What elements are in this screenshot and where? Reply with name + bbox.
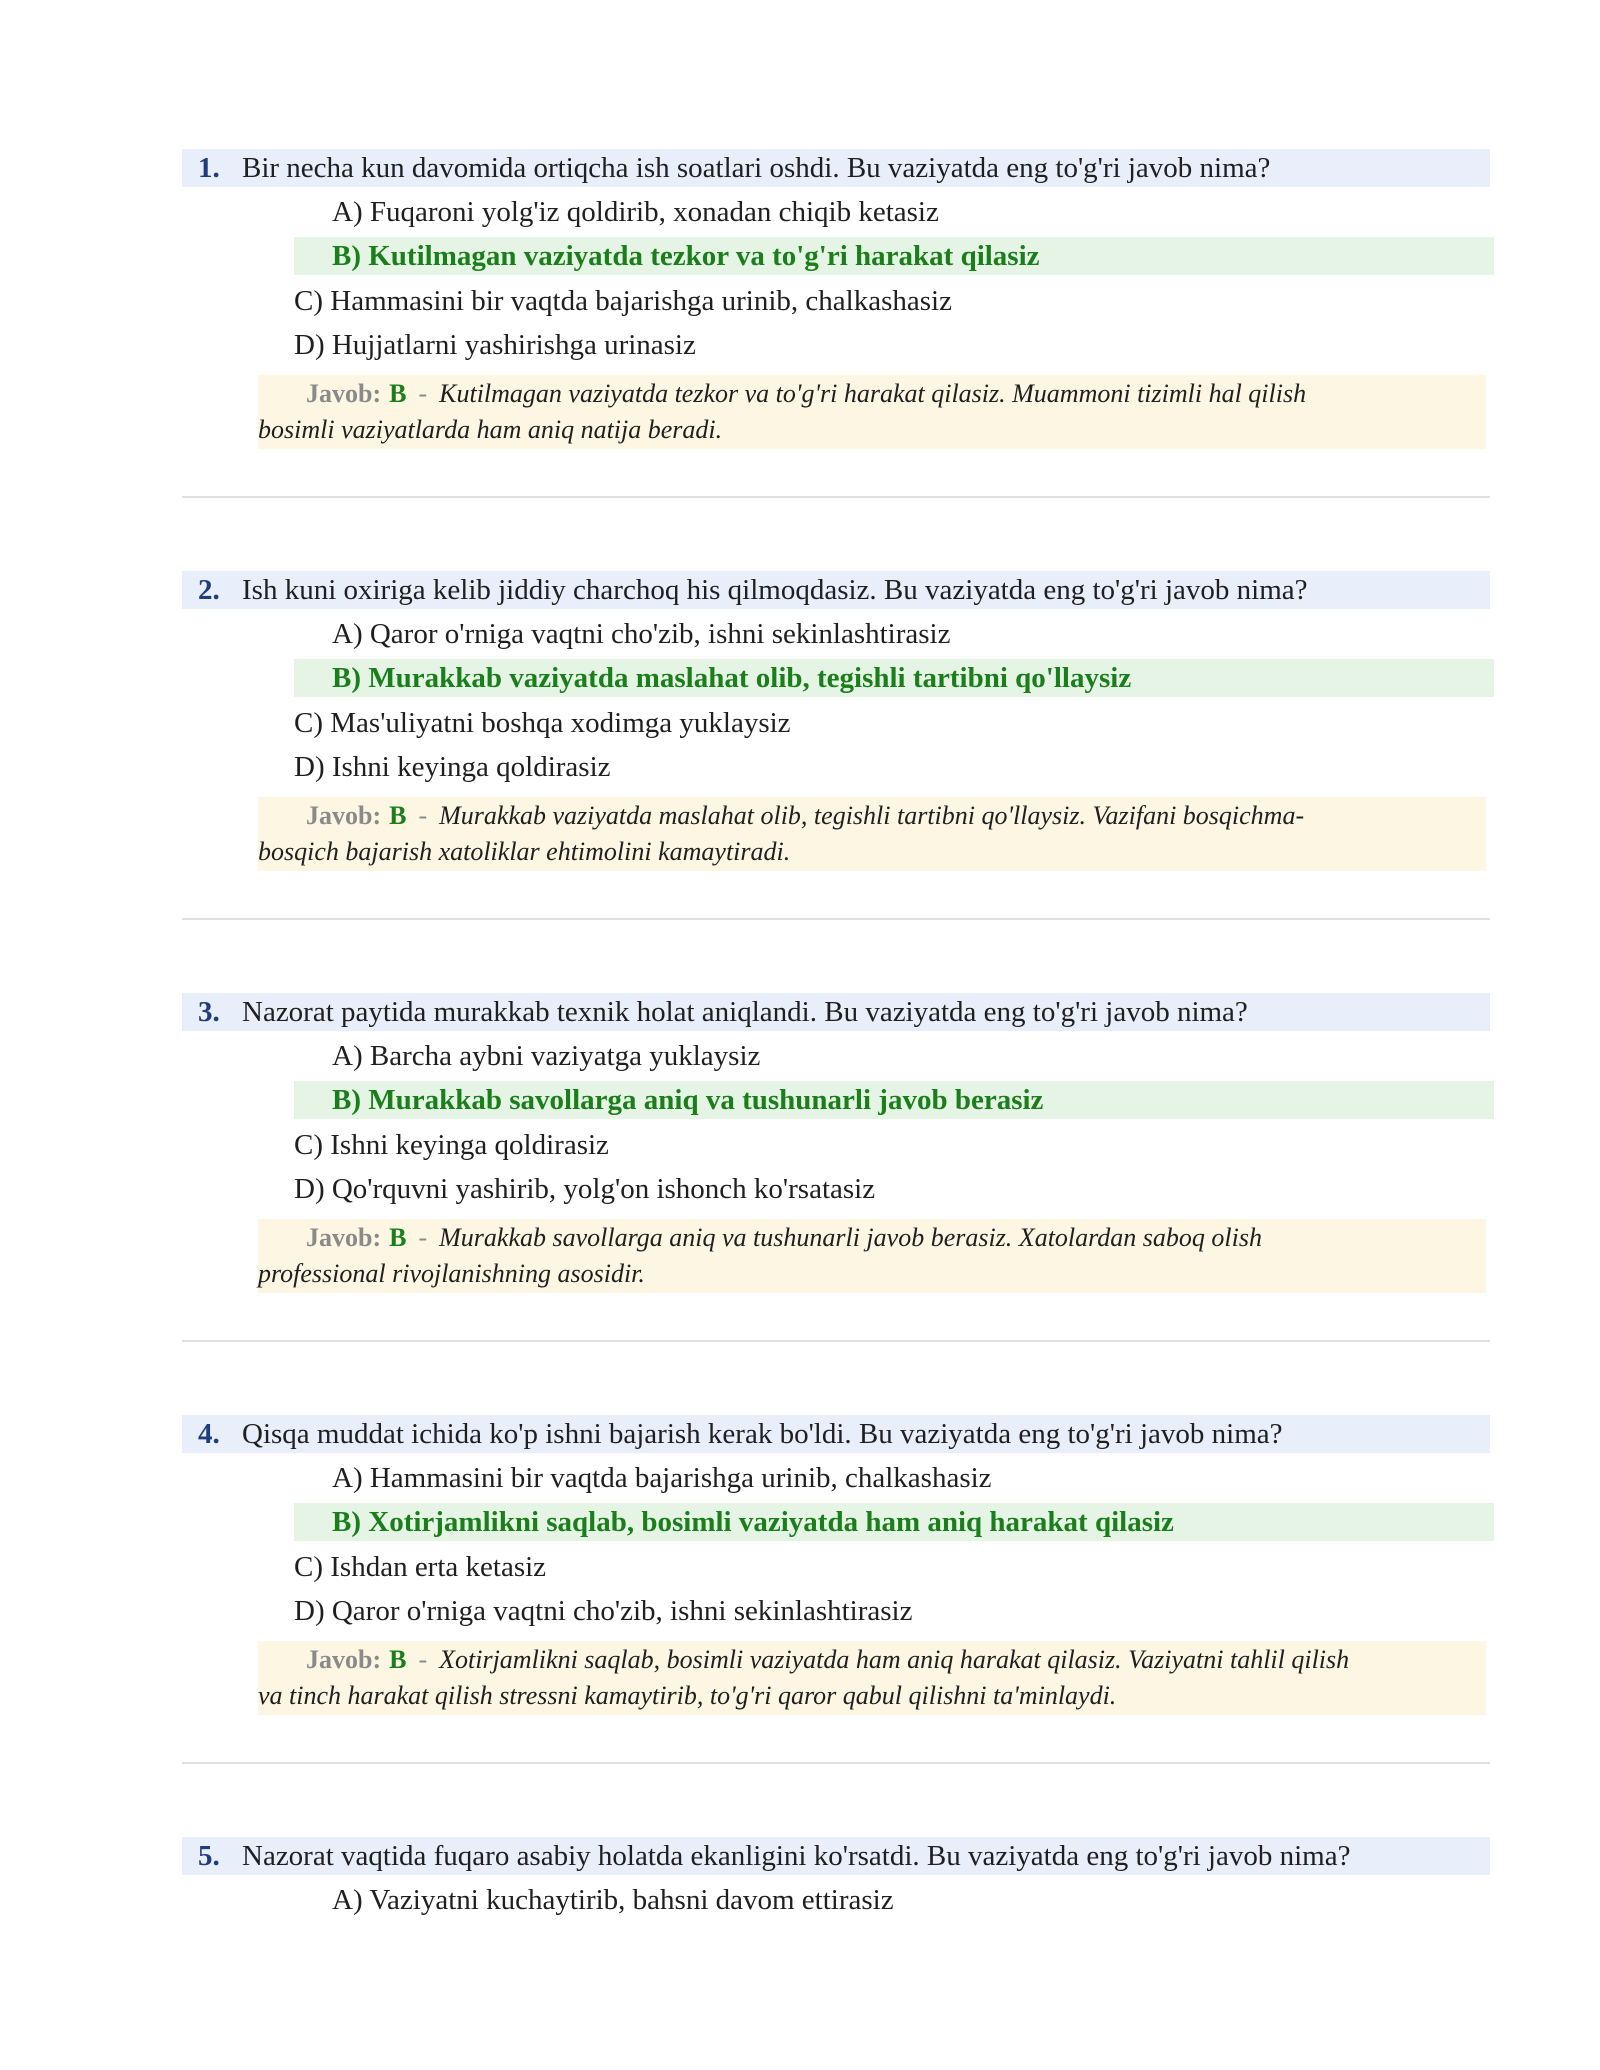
option-a: A) Barcha aybni vaziyatga yuklaysiz	[332, 1040, 761, 1072]
answer-letter: B	[389, 1645, 407, 1674]
answer-letter: B	[389, 801, 407, 830]
question-text: Qisqa muddat ichida ko'p ishni bajarish kerak bo'ldi. Bu vaziyatda eng to'g'ri javob nima?	[242, 1418, 1283, 1450]
question-2	[182, 571, 1490, 866]
question-text: Nazorat paytida murakkab texnik holat aniqlandi. Bu vaziyatda eng to'g'ri javob nima?	[242, 996, 1248, 1028]
option-a: A) Qaror o'rniga vaqtni cho'zib, ishni sekinlashtirasiz	[332, 618, 951, 650]
question-number: 3.	[198, 996, 220, 1028]
explanation-text: Xotirjamlikni saqlab, bosimli vaziyatda ham aniq harakat qilasiz. Vaziyatni tahlil qilish	[439, 1645, 1350, 1674]
answer-label: Javob:	[306, 1223, 382, 1252]
question-5	[182, 1837, 1490, 1916]
question-header	[182, 993, 1490, 1031]
explanation-text-cont: bosimli vaziyatlarda ham aniq natija beradi.	[258, 415, 723, 444]
option-b-correct: B) Murakkab savollarga aniq va tushunarli javob berasiz	[294, 1081, 1494, 1119]
question-number: 4.	[198, 1418, 220, 1450]
option-d: D) Hujjatlarni yashirishga urinasiz	[294, 329, 696, 361]
question-number: 2.	[198, 574, 220, 606]
question-header	[182, 149, 1490, 187]
option-c: C) Ishni keyinga qoldirasiz	[294, 1129, 609, 1161]
divider	[182, 1340, 1490, 1342]
answer-label: Javob:	[306, 379, 382, 408]
option-c: C) Hammasini bir vaqtda bajarishga urinib, chalkashasiz	[294, 285, 952, 317]
answer-label: Javob:	[306, 801, 382, 830]
option-d: D) Qo'rquvni yashirib, yolg'on ishonch ko'rsatasiz	[294, 1173, 876, 1205]
answer-explanation: Javob: B - Kutilmagan vaziyatda tezkor va to'g'ri harakat qilasiz. Muammoni tizimli hal qilish bosimli vaziyatlarda ham aniq natija beradi.	[258, 375, 1486, 449]
question-1	[182, 149, 1490, 444]
answer-label: Javob:	[306, 1645, 382, 1674]
option-b-correct: B) Xotirjamlikni saqlab, bosimli vaziyatda ham aniq harakat qilasiz	[294, 1503, 1494, 1541]
answer-letter: B	[389, 1223, 407, 1252]
answer-explanation: Javob: B - Murakkab vaziyatda maslahat olib, tegishli tartibni qo'llaysiz. Vazifani bosqichma- bosqich bajarish xatoliklar ehtimolini kamaytiradi.	[258, 797, 1486, 871]
explanation-text: Kutilmagan vaziyatda tezkor va to'g'ri harakat qilasiz. Muammoni tizimli hal qilish	[439, 379, 1307, 408]
question-text: Nazorat vaqtida fuqaro asabiy holatda ekanligini ko'rsatdi. Bu vaziyatda eng to'g'ri javob nima?	[242, 1840, 1351, 1872]
divider	[182, 496, 1490, 498]
option-b-correct: B) Murakkab vaziyatda maslahat olib, tegishli tartibni qo'llaysiz	[294, 659, 1494, 697]
divider	[182, 1762, 1490, 1764]
option-c: C) Ishdan erta ketasiz	[294, 1551, 547, 1583]
explanation-text: Murakkab savollarga aniq va tushunarli javob berasiz. Xatolardan saboq olish	[439, 1223, 1262, 1252]
explanation-text: Murakkab vaziyatda maslahat olib, tegishli tartibni qo'llaysiz. Vazifani bosqichma-	[439, 801, 1305, 830]
option-a: A) Vaziyatni kuchaytirib, bahsni davom ettirasiz	[332, 1884, 894, 1916]
question-3	[182, 993, 1490, 1288]
question-text: Ish kuni oxiriga kelib jiddiy charchoq his qilmoqdasiz. Bu vaziyatda eng to'g'ri javob nima?	[242, 574, 1308, 606]
explanation-text-cont: va tinch harakat qilish stressni kamaytirib, to'g'ri qaror qabul qilishni ta'minlaydi.	[258, 1681, 1117, 1710]
question-number: 5.	[198, 1840, 220, 1872]
question-number: 1.	[198, 152, 220, 184]
option-a: A) Fuqaroni yolg'iz qoldirib, xonadan chiqib ketasiz	[332, 196, 939, 228]
question-4	[182, 1415, 1490, 1710]
question-text: Bir necha kun davomida ortiqcha ish soatlari oshdi. Bu vaziyatda eng to'g'ri javob nima?	[242, 152, 1271, 184]
option-b-correct: B) Kutilmagan vaziyatda tezkor va to'g'ri harakat qilasiz	[294, 237, 1494, 275]
question-header	[182, 571, 1490, 609]
option-c: C) Mas'uliyatni boshqa xodimga yuklaysiz	[294, 707, 791, 739]
divider	[182, 918, 1490, 920]
explanation-text-cont: professional rivojlanishning asosidir.	[258, 1259, 645, 1288]
question-header	[182, 1415, 1490, 1453]
answer-explanation: Javob: B - Murakkab savollarga aniq va tushunarli javob berasiz. Xatolardan saboq olish professional rivojlanishning asosidir.	[258, 1219, 1486, 1293]
option-d: D) Ishni keyinga qoldirasiz	[294, 751, 611, 783]
answer-letter: B	[389, 379, 407, 408]
explanation-text-cont: bosqich bajarish xatoliklar ehtimolini kamaytiradi.	[258, 837, 791, 866]
question-header	[182, 1837, 1490, 1875]
option-d: D) Qaror o'rniga vaqtni cho'zib, ishni sekinlashtirasiz	[294, 1595, 913, 1627]
answer-explanation: Javob: B - Xotirjamlikni saqlab, bosimli vaziyatda ham aniq harakat qilasiz. Vaziyatni tahlil qilish va tinch harakat qilish stressni kamaytirib, to'g'ri qaror qabul qilishni ta'minlaydi.	[258, 1641, 1486, 1715]
option-a: A) Hammasini bir vaqtda bajarishga urinib, chalkashasiz	[332, 1462, 992, 1494]
